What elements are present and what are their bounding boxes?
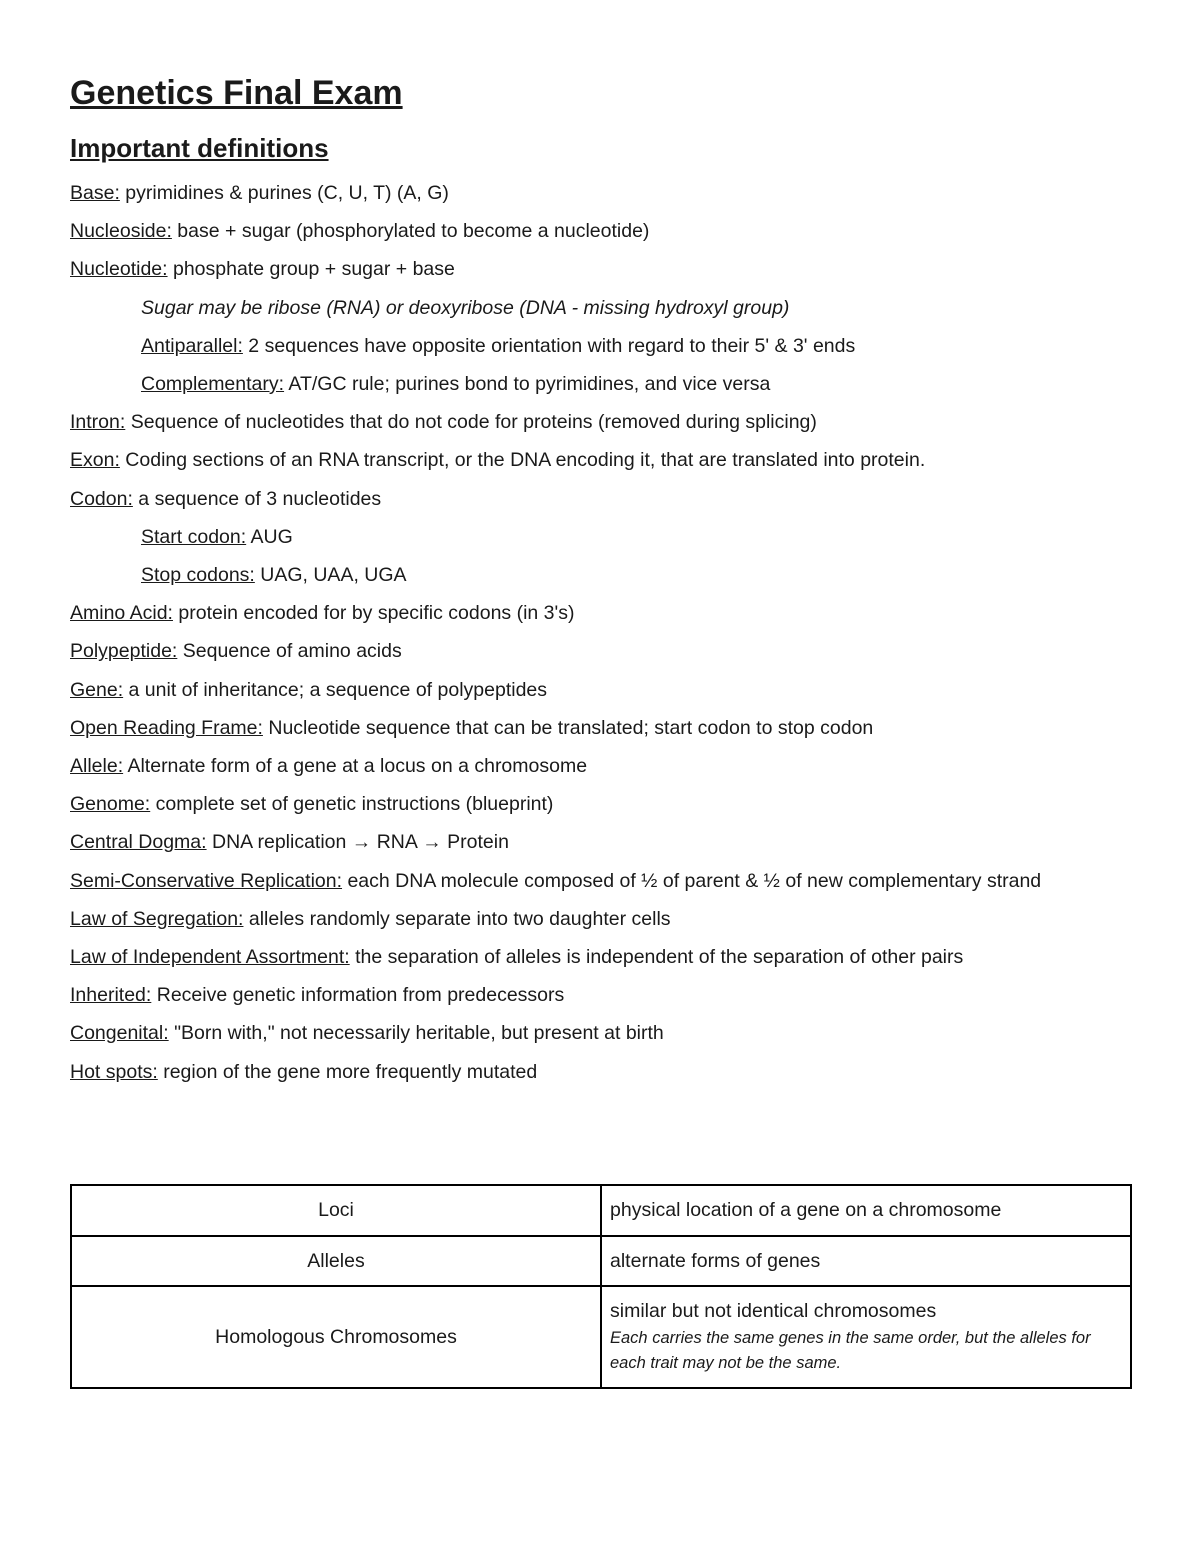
table-cell-definition: physical location of a gene on a chromosome [601,1185,1131,1236]
definition-term: Base: [70,182,120,204]
definition-text: a unit of inheritance; a sequence of polypeptides [123,678,548,701]
definition-codon [70,480,1132,518]
definition-text: "Born with," not necessarily heritable, but present at birth [168,1022,664,1045]
table-cell-label: Homologous Chromosomes [71,1286,601,1388]
definition-term: Congenital: [70,1022,169,1045]
definition-term: Allele: [70,755,124,778]
definition-complementary [70,365,1132,403]
table-cell-definition-with-note [601,1286,1131,1388]
definition-open-reading-frame [70,709,1132,747]
definition-text: complete set of genetic instructions (blueprint) [150,793,554,816]
definition-congenital [70,1014,1132,1052]
definition-text: Sequence of amino acids [177,640,402,663]
definition-term: Central Dogma: [70,831,207,854]
definition-text: pyrimidines & purines (C, U, T) (A, G) [119,182,449,204]
definition-semi-conservative-replication [70,862,1132,900]
definition-stop-codons [70,556,1132,594]
definition-inherited [70,976,1132,1014]
definition-term: Gene: [70,678,124,701]
definition-nucleotide [70,250,1132,288]
definition-start-codon [70,518,1132,556]
definition-text: base + sugar (phosphorylated to become a nucleotide) [171,220,650,243]
definition-term: Hot spots: [70,1060,158,1083]
definition-text: 2 sequences have opposite orientation with regard to their 5' & 3' ends [242,334,856,357]
definition-hot-spots [70,1053,1132,1091]
table-row [71,1236,1131,1286]
definition-text: AT/GC rule; purines bond to pyrimidines, and vice versa [284,373,771,396]
table-cell-label: Loci [71,1185,601,1236]
definition-text: DNA replication → RNA → Protein [206,831,509,854]
definition-term: Exon: [70,449,120,472]
definition-text: alleles randomly separate into two daughter cells [243,907,671,930]
definition-text: phosphate group + sugar + base [167,258,455,281]
table-row [71,1286,1131,1388]
definition-term: Semi-Conservative Replication: [70,869,343,892]
definition-term: Intron: [70,411,126,434]
definition-allele [70,747,1132,785]
table-cell-definition: alternate forms of genes [601,1236,1131,1286]
definition-term: Inherited: [70,984,152,1007]
definition-term: Polypeptide: [70,640,178,663]
definition-sugar-note: Sugar may be ribose (RNA) or deoxyribose (DNA - missing hydroxyl group) [141,296,790,319]
definition-text: Alternate form of a gene at a locus on a chromosome [123,755,588,778]
definition-term: Law of Independent Assortment: [70,946,350,969]
definition-term: Open Reading Frame: [70,716,263,739]
definition-text: region of the gene more frequently mutated [157,1060,538,1083]
table-cell-note: Each carries the same genes in the same order, but the alleles for each trait may not be the same. [610,1329,1091,1372]
definition-text: UAG, UAA, UGA [254,564,407,587]
definition-genome [70,785,1132,823]
definition-base [70,174,1132,212]
definition-law-of-independent-assortment [70,938,1132,976]
table-cell-label: Alleles [71,1236,601,1286]
definition-exon [70,441,1132,479]
definition-nucleoside [70,212,1132,250]
glossary-table [70,1184,1132,1389]
definition-term: Antiparallel: [141,334,243,357]
definition-term: Complementary: [141,373,285,396]
definition-text: each DNA molecule composed of ½ of parent & ½ of new complementary strand [342,869,1042,892]
definition-text: AUG [246,525,293,548]
definition-amino-acid [70,594,1132,632]
definition-term: Codon: [70,487,133,510]
document-page [70,70,1132,1091]
definitions-list [70,174,1132,1091]
definition-text: Sequence of nucleotides that do not code for proteins (removed during splicing) [125,411,817,434]
definition-text: Coding sections of an RNA transcript, or the DNA encoding it, that are translated into protein. [119,449,926,472]
definition-term: Law of Segregation: [70,907,244,930]
definition-term: Nucleoside: [70,220,172,243]
table-cell-definition: similar but not identical chromosomes [610,1300,937,1322]
definition-text: protein encoded for by specific codons (in 3's) [172,602,575,625]
definition-central-dogma [70,823,1132,861]
definition-antiparallel [70,327,1132,365]
section-heading: Important definitions [70,133,329,163]
definition-text: Receive genetic information from predecessors [151,984,565,1007]
definition-term: Start codon: [141,525,247,548]
definition-term: Nucleotide: [70,258,168,281]
definition-gene [70,671,1132,709]
definition-term: Genome: [70,793,151,816]
definition-term: Amino Acid: [70,602,173,625]
definition-text: the separation of alleles is independent of the separation of other pairs [349,946,964,969]
definition-term: Stop codons: [141,564,255,587]
document-title: Genetics Final Exam [70,74,403,112]
table-row [71,1185,1131,1236]
definition-polypeptide [70,632,1132,670]
definition-text: Nucleotide sequence that can be translated; start codon to stop codon [262,716,874,739]
definition-law-of-segregation [70,900,1132,938]
definition-text: a sequence of 3 nucleotides [132,487,382,510]
definition-intron [70,403,1132,441]
